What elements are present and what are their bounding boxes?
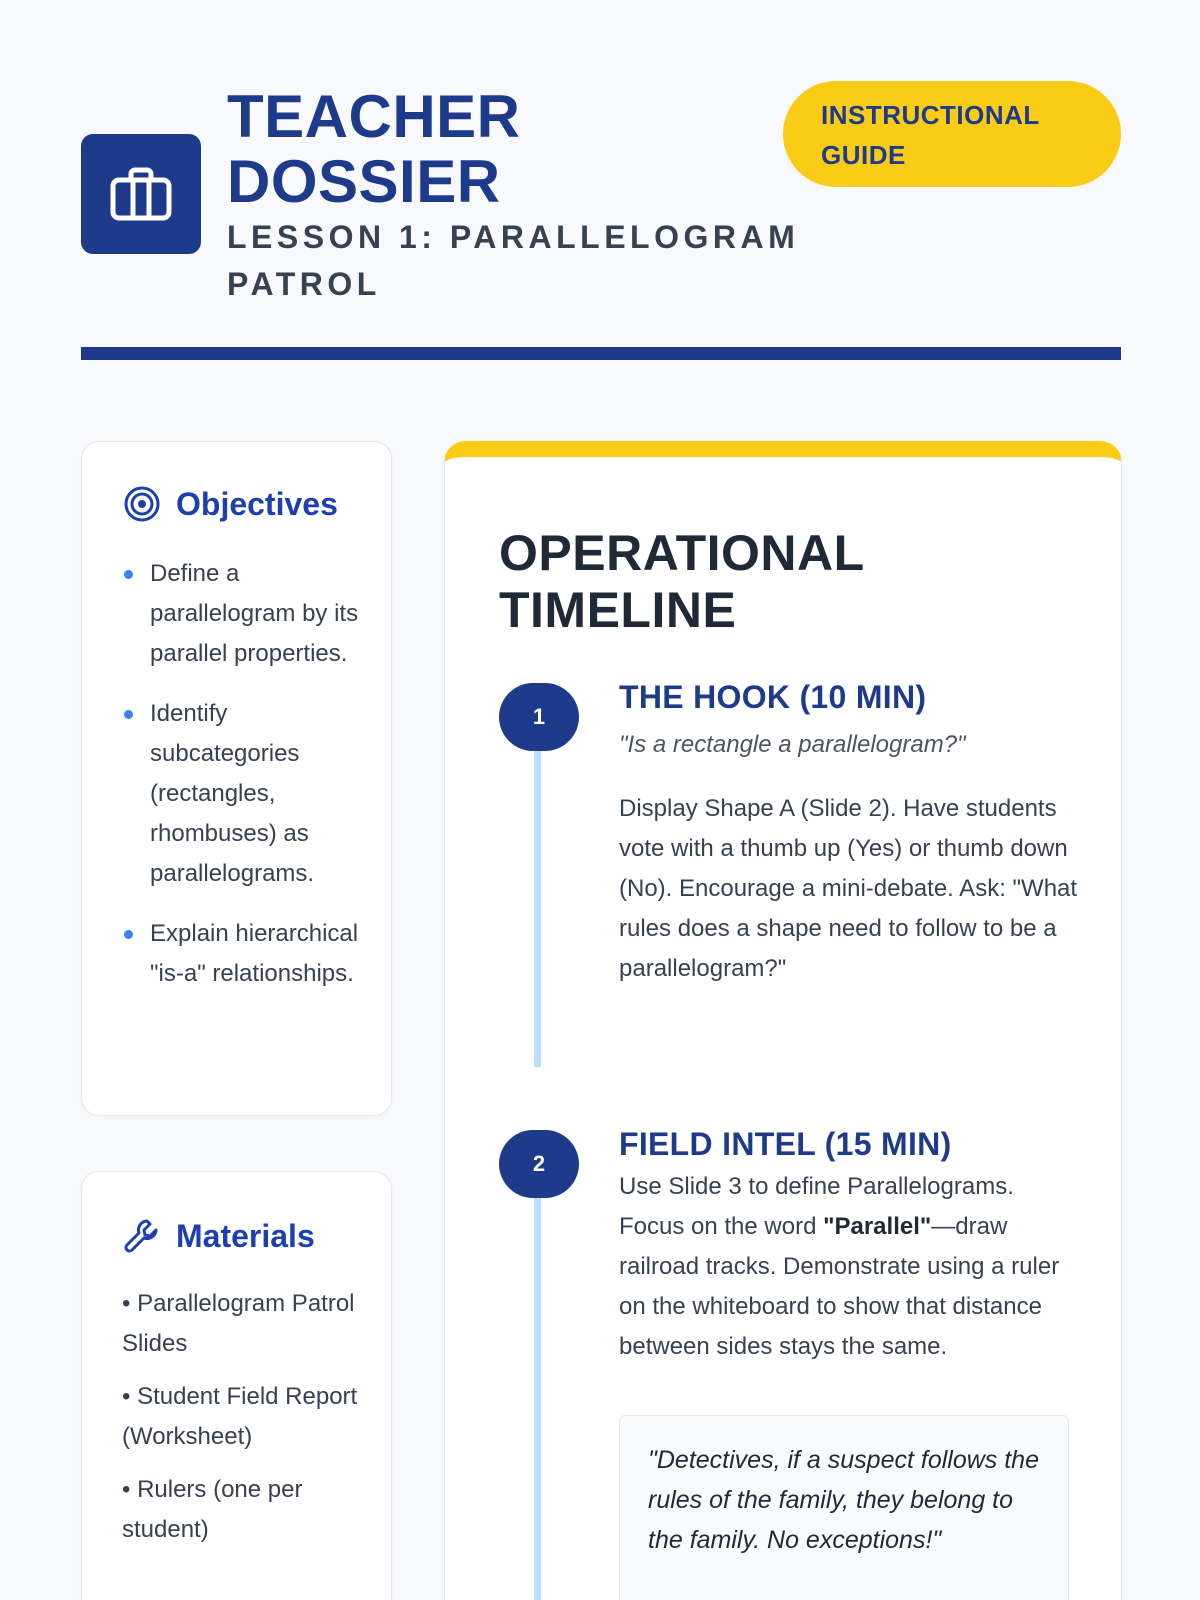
timeline-connector — [534, 707, 541, 1067]
wrench-icon — [122, 1216, 162, 1256]
step-body — [619, 1167, 1079, 1367]
bullet-dot — [124, 570, 133, 579]
step-body: Display Shape A (Slide 2). Have students vote with a thumb up (Yes) or thumb down (No). Encourage a mini-debate. Ask: "What rules does a shape need to follow to be a parallelogram?" — [619, 795, 1078, 982]
lesson-subtitle: LESSON 1: PARALLELOGRAM PATROL — [227, 219, 800, 302]
list-item: • Student Field Report (Worksheet) — [122, 1383, 358, 1450]
materials-heading: Materials — [176, 1217, 315, 1254]
materials-list — [122, 1284, 362, 1563]
list-item — [122, 914, 362, 994]
materials-card — [81, 1171, 392, 1600]
objective-text: Define a parallelogram by its parallel properties. — [150, 560, 359, 667]
bullet-dot — [124, 930, 133, 939]
list-item: • Rulers (one per student) — [122, 1476, 303, 1543]
timeline-title: OPERATIONAL TIMELINE — [499, 525, 864, 638]
objective-text: Identify subcategories (rectangles, rhombuses) as parallelograms. — [150, 700, 315, 887]
instructional-guide-badge: INSTRUCTIONAL GUIDE — [783, 81, 1121, 187]
step-body-text: Use Slide 3 to define Parallelograms. Focus on the word — [619, 1173, 1014, 1240]
step-title: FIELD INTEL (15 MIN) — [619, 1126, 952, 1162]
bullet-dot — [124, 710, 133, 719]
step-body-text: —draw railroad tracks. Demonstrate using a ruler on the whiteboard to show that distance between sides stays the same. — [619, 1213, 1060, 1360]
objective-text: Explain hierarchical "is-a" relationships. — [150, 920, 359, 987]
list-item — [122, 554, 362, 674]
objectives-card — [81, 441, 392, 1116]
header-divider — [81, 347, 1121, 360]
objectives-heading: Objectives — [176, 485, 338, 522]
list-item — [122, 694, 362, 894]
step-title: THE HOOK (10 MIN) — [619, 679, 927, 715]
objectives-list — [122, 554, 362, 1014]
step-number-badge: 1 — [499, 683, 579, 751]
objectives-header — [122, 484, 338, 524]
operational-timeline-panel — [444, 441, 1122, 1600]
target-icon — [122, 484, 162, 524]
step-number-badge: 2 — [499, 1130, 579, 1198]
step-body-emphasis: "Parallel" — [823, 1213, 932, 1240]
materials-header — [122, 1216, 315, 1256]
page-title: TEACHER DOSSIER — [227, 83, 521, 215]
list-item: • Parallelogram Patrol Slides — [122, 1290, 355, 1357]
step-quote: "Is a rectangle a parallelogram?" — [619, 731, 966, 758]
timeline-connector — [534, 1157, 541, 1600]
briefcase-icon — [81, 134, 201, 254]
detective-quote-callout: "Detectives, if a suspect follows the rules of the family, they belong to the family. No exceptions!" — [619, 1415, 1069, 1600]
